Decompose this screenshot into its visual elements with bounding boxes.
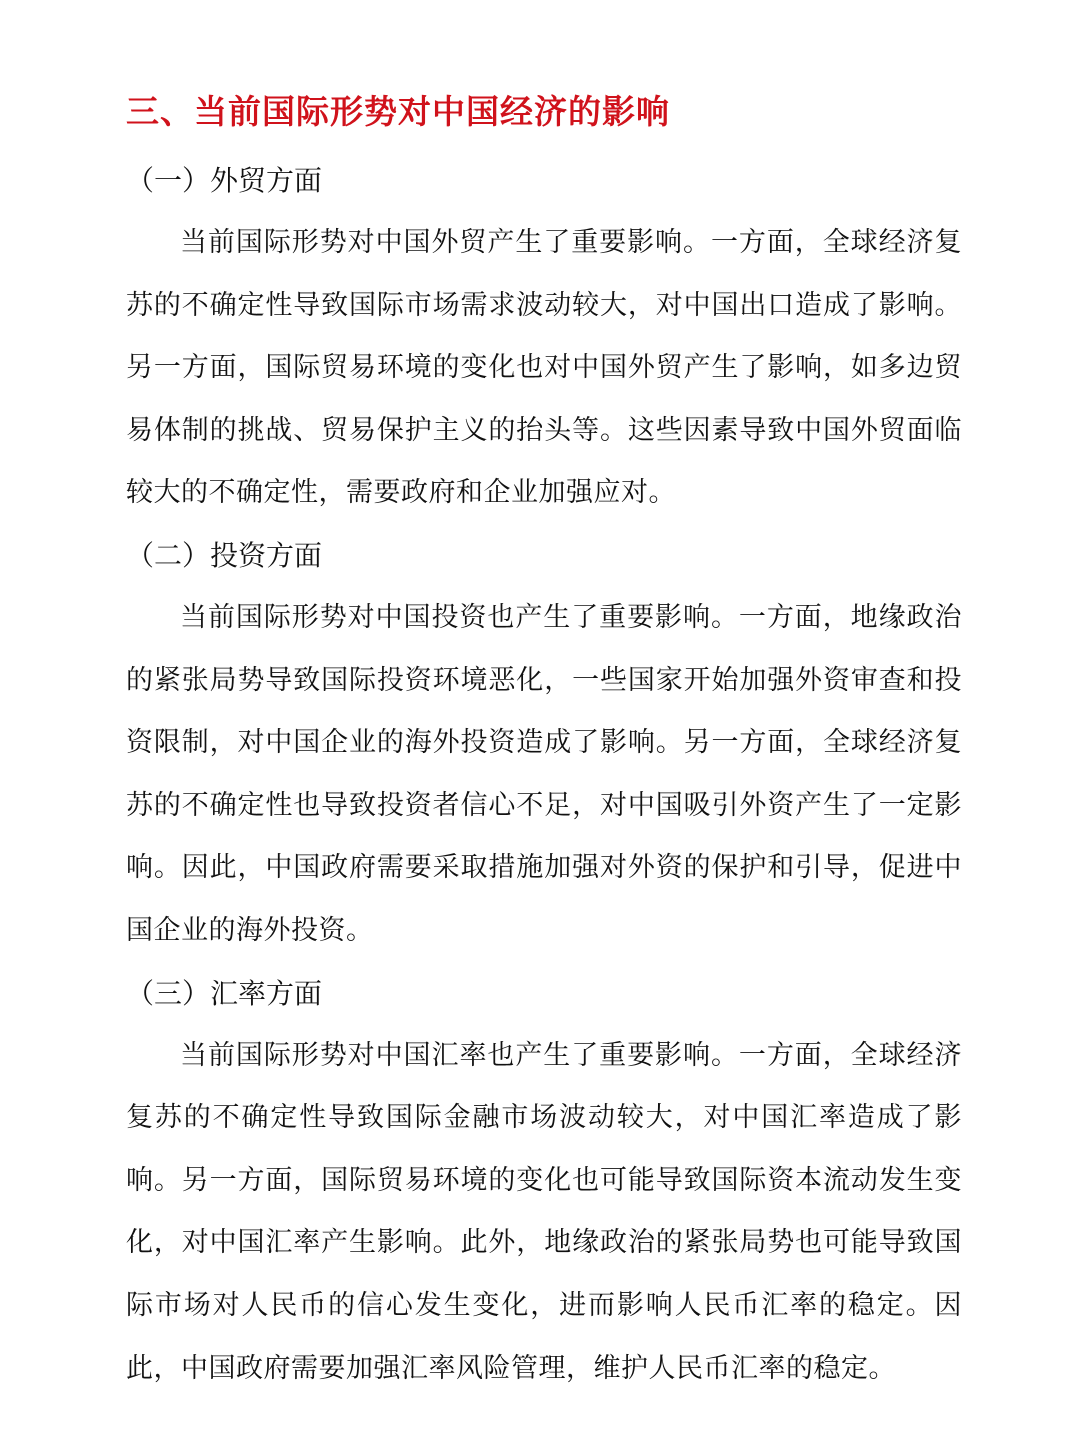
- section-heading-exchange-rate: （三）汇率方面: [126, 976, 323, 1010]
- section-body-exchange-rate: 当前国际形势对中国汇率也产生了重要影响。一方面，全球经济复苏的不确定性导致国际金融市场波动较大，对中国汇率造成了影响。另一方面，国际贸易环境的变化也可能导致国际资本流动发生变化，对中国汇率产生影响。此外，地缘政治的紧张局势也可能导致国际市场对人民币的信心发生变化，进而影响人民币汇率的稳定。因此，中国政府需要加强汇率风险管理，维护人民币汇率的稳定。: [126, 1039, 962, 1384]
- page-title: 三、当前国际形势对中国经济的影响: [126, 92, 670, 131]
- section-heading-investment: （二）投资方面: [126, 538, 323, 572]
- section-body-investment: 当前国际形势对中国投资也产生了重要影响。一方面，地缘政治的紧张局势导致国际投资环境恶化，一些国家开始加强外资审查和投资限制，对中国企业的海外投资造成了影响。另一方面，全球经济复苏的不确定性也导致投资者信心不足，对中国吸引外资产生了一定影响。因此，中国政府需要采取措施加强对外资的保护和引导，促进中国企业的海外投资。: [126, 601, 962, 946]
- section-body-foreign-trade: 当前国际形势对中国外贸产生了重要影响。一方面，全球经济复苏的不确定性导致国际市场需求波动较大，对中国出口造成了影响。另一方面，国际贸易环境的变化也对中国外贸产生了影响，如多边贸易体制的挑战、贸易保护主义的抬头等。这些因素导致中国外贸面临较大的不确定性，需要政府和企业加强应对。: [126, 227, 962, 509]
- section-heading-foreign-trade: （一）外贸方面: [126, 164, 323, 197]
